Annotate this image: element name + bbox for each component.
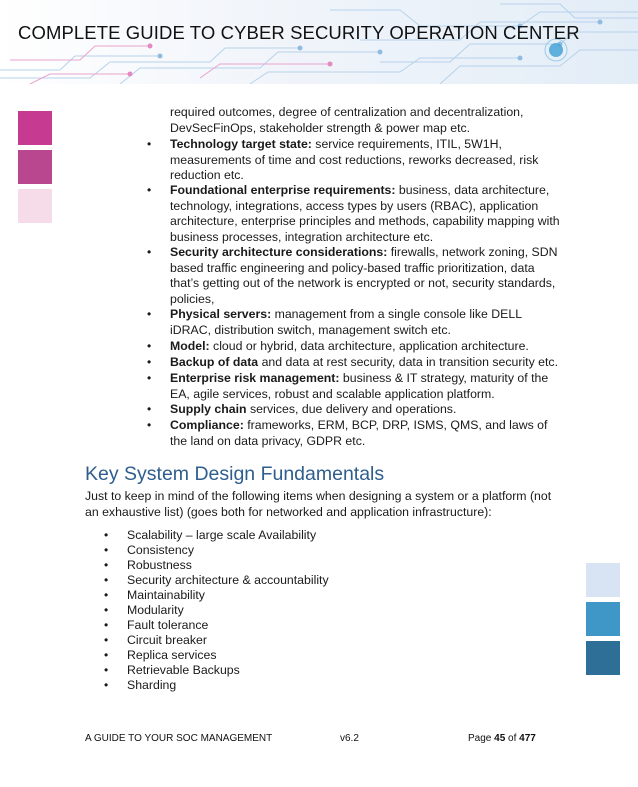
list-item-text: Security architecture & accountability: [127, 573, 329, 587]
list-item: [147, 137, 560, 184]
list-item: [104, 588, 205, 603]
list-item-text: Modularity: [127, 603, 184, 617]
list-item: [147, 245, 560, 307]
list-item-text: Scalability – large scale Availability: [127, 528, 317, 542]
list-item-bold: Supply chain: [170, 402, 247, 416]
bullet-dot: •: [104, 543, 109, 557]
list-item: [147, 339, 560, 355]
list-item-text: Replica services: [127, 648, 217, 662]
bullet-dot: •: [147, 355, 152, 369]
list-item: [104, 618, 209, 633]
bullet-dot: •: [147, 402, 152, 416]
page-header: [0, 0, 638, 84]
list-item-text: Circuit breaker: [127, 633, 207, 647]
section-intro: Just to keep in mind of the following items when designing a system or a platform (not an exhaustive list) (goes both for networked and application infrastructure):: [85, 489, 552, 519]
bullet-dot: •: [147, 183, 152, 197]
bullet-dot: •: [147, 245, 152, 259]
header-title: COMPLETE GUIDE TO CYBER SECURITY OPERATION CENTER: [18, 22, 580, 43]
list-item-text: and data at rest security, data in transition security etc.: [258, 355, 558, 369]
list-item-bold: Foundational enterprise requirements:: [170, 183, 396, 197]
list-item: [104, 633, 207, 648]
list-item-text: required outcomes, degree of centralization and decentralization, DevSecFinOps, stakeholder strength & power map etc.: [170, 105, 524, 135]
list-item-bold: Backup of data: [170, 355, 259, 369]
bullet-dot: •: [104, 573, 109, 587]
list-item: [170, 105, 560, 136]
list-item: [147, 402, 560, 418]
bullet-dot: •: [104, 558, 109, 572]
bullet-dot: •: [104, 528, 109, 542]
bullet-dot: •: [147, 418, 152, 432]
list-item-bold: Model:: [170, 339, 210, 353]
decor-block-pink-light: [18, 189, 52, 223]
list-item: [147, 418, 560, 449]
list-item-bold: Enterprise risk management:: [170, 371, 340, 385]
bullet-dot: •: [104, 663, 109, 677]
list-item: [104, 558, 192, 573]
section-heading: Key System Design Fundamentals: [85, 463, 385, 485]
decor-block-magenta-1: [18, 111, 52, 145]
bullet-dot: •: [104, 678, 109, 692]
page-current: 45: [494, 733, 506, 744]
list-item-bold: Physical servers:: [170, 307, 272, 321]
list-item-text: Robustness: [127, 558, 192, 572]
list-item: [104, 603, 184, 618]
list-item: [104, 543, 194, 558]
list-item: [104, 573, 329, 588]
of-label: of: [508, 733, 517, 744]
list-item-bold: Security architecture considerations:: [170, 245, 388, 259]
bullet-dot: •: [147, 339, 152, 353]
list-item: [104, 528, 317, 543]
bullet-dot: •: [104, 588, 109, 602]
list-item-text: services, due delivery and operations.: [246, 402, 457, 416]
bullet-dot: •: [147, 137, 152, 151]
list-item-text: Fault tolerance: [127, 618, 209, 632]
decor-block-magenta-2: [18, 150, 52, 184]
list-item-text: business, data architecture, technology, integrations, access types by users (RBAC), application architecture, enterprise principles and methods, capability mapping with business processes, integration architecture etc.: [170, 183, 560, 244]
list-item-text: Maintainability: [127, 588, 205, 602]
list-item: [104, 648, 217, 663]
list-item-text: Retrievable Backups: [127, 663, 240, 677]
list-item: [147, 371, 560, 402]
list-item-text: Consistency: [127, 543, 194, 557]
list-item-bold: Compliance:: [170, 418, 244, 432]
list-item-bold: Technology target state:: [170, 137, 312, 151]
list-item-text: Sharding: [127, 678, 177, 692]
list-item-text: business & IT strategy, maturity of the EA, agile services, robust and scalable application platform.: [170, 371, 549, 401]
page-label: Page: [468, 733, 492, 744]
footer-page-number: [468, 733, 536, 744]
list-item-text: management from a single console like DELL iDRAC, distribution switch, management switch etc.: [170, 307, 522, 337]
decor-block-blue-light: [586, 563, 620, 597]
bullet-dot: •: [104, 633, 109, 647]
list-item-text: firewalls, network zoning, SDN based traffic engineering and policy-based traffic prioritization, data that’s getting out of the network is encrypted or not, security standards, policies,: [170, 245, 558, 306]
list-item: [147, 183, 560, 245]
list-item: [104, 678, 177, 693]
list-item-text: cloud or hybrid, data architecture, application architecture.: [209, 339, 529, 353]
list-item: [147, 355, 560, 371]
list-item-text: frameworks, ERM, BCP, DRP, ISMS, QMS, and laws of the land on data privacy, GDPR etc.: [170, 418, 548, 448]
decor-block-blue-mid: [586, 602, 620, 636]
footer-left: A GUIDE TO YOUR SOC MANAGEMENT: [85, 733, 273, 744]
decor-block-blue-dark: [586, 641, 620, 675]
bullet-dot: •: [104, 618, 109, 632]
footer-version: v6.2: [340, 733, 359, 744]
list-item: [147, 307, 560, 338]
bullet-dot: •: [104, 648, 109, 662]
bullet-dot: •: [147, 371, 152, 385]
list-item-text: service requirements, ITIL, 5W1H, measurements of time and cost reductions, reworks decreased, risk reduction etc.: [170, 137, 539, 183]
bullet-dot: •: [104, 603, 109, 617]
list-item: [104, 663, 240, 678]
bullet-dot: •: [147, 307, 152, 321]
page-total: 477: [519, 733, 536, 744]
